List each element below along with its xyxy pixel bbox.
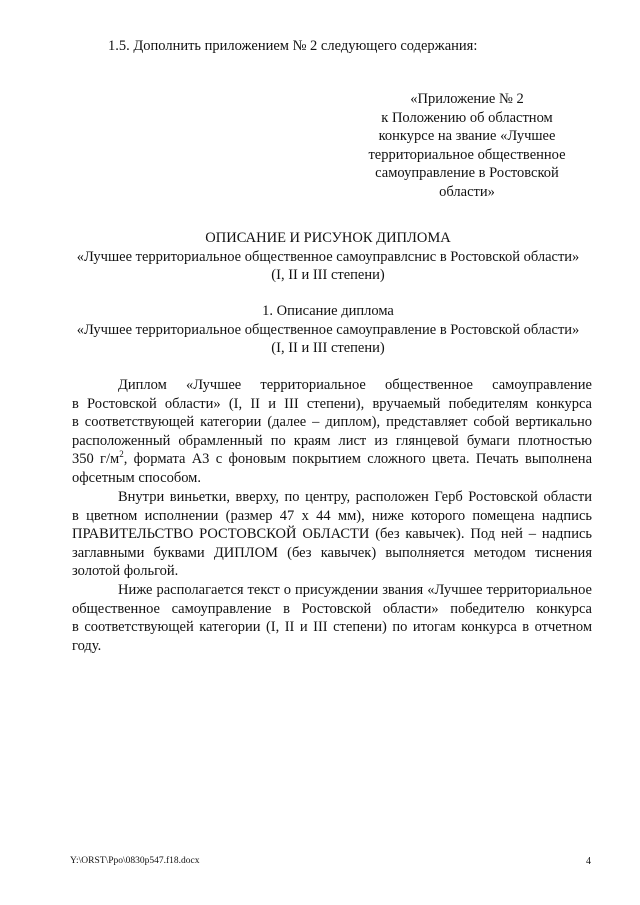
appendix-line: конкурсе на звание «Лучшее: [378, 128, 556, 144]
footer-file-path: Y:\ORST\Ppo\0830p547.f18.docx: [70, 856, 200, 866]
paragraph-line: общественное самоуправление в Ростовской области» победителю конкурса: [72, 600, 592, 617]
amendment-item: 1.5. Дополнить приложением № 2 следующего содержания:: [108, 38, 478, 54]
section-title: 1. Описание диплома: [262, 303, 394, 319]
paragraph-line: в цветном исполнении (размер 47 х 44 мм), ниже которого помещена надпись: [72, 507, 592, 524]
paragraph-line: в соответствующей категории (далее – диплом), представляет собой вертикально: [72, 414, 592, 431]
heading-subtitle: «Лучшее территориальное общественное самоуправлснис в Ростовской области»: [76, 248, 580, 265]
page-number: 4: [586, 856, 591, 867]
paragraph-line: в Ростовской области» (I, II и III степени), вручаемый победителям конкурса: [72, 395, 592, 412]
paragraph-line: расположенный обрамленный по краям лист из глянцевой бумаги плотностью: [72, 432, 592, 449]
appendix-line: самоуправление в Ростовской: [375, 165, 559, 181]
paragraph-line: золотой фольгой.: [72, 563, 179, 580]
section-degrees: (I, II и III степени): [271, 340, 385, 356]
section-subtitle: «Лучшее территориальное общественное самоуправление в Ростовской области»: [76, 321, 580, 338]
paragraph-line: году.: [72, 637, 102, 654]
paragraph-line: заглавными буквами ДИПЛОМ (без кавычек) выполняется методом тиснения: [72, 544, 592, 561]
appendix-reference: [360, 90, 574, 201]
paragraph-line: в соответствующей категории (I, II и III степени) по итогам конкурса в отчетном: [72, 619, 592, 636]
appendix-line: территориальное общественное: [368, 146, 566, 163]
appendix-line: «Приложение № 2: [410, 91, 524, 107]
paragraph-line: Ниже располагается текст о присуждении звания «Лучшее территориальное: [118, 582, 592, 598]
paragraph-line: ПРАВИТЕЛЬСТВО РОСТОВСКОЙ ОБЛАСТИ (без кавычек). Под ней – надпись: [72, 526, 592, 543]
heading-degrees: (I, II и III степени): [271, 267, 385, 283]
paragraph-line: Диплом «Лучшее территориальное общественное самоуправление: [118, 377, 592, 393]
paragraph-line: офсетным способом.: [72, 469, 201, 486]
density-value: 350 г/м: [72, 451, 120, 468]
paragraph-line: Внутри виньетки, вверху, по центру, расположен Герб Ростовской области: [118, 489, 592, 505]
density-exponent: 2: [119, 449, 124, 460]
section-heading: [60, 302, 596, 358]
paragraph-line: [72, 450, 592, 469]
appendix-line: области»: [439, 183, 495, 200]
heading-title: ОПИСАНИЕ И РИСУНОК ДИПЛОМА: [205, 230, 451, 246]
density-continuation: , формата А3 с фоновым покрытием сложного цвета. Печать выполнена: [123, 451, 593, 468]
document-heading: [60, 229, 596, 285]
paragraph-description: [72, 376, 592, 488]
appendix-line: к Положению об областном: [381, 109, 553, 126]
paragraph-vignette: [72, 488, 592, 581]
paragraph-award-text: [72, 581, 592, 655]
